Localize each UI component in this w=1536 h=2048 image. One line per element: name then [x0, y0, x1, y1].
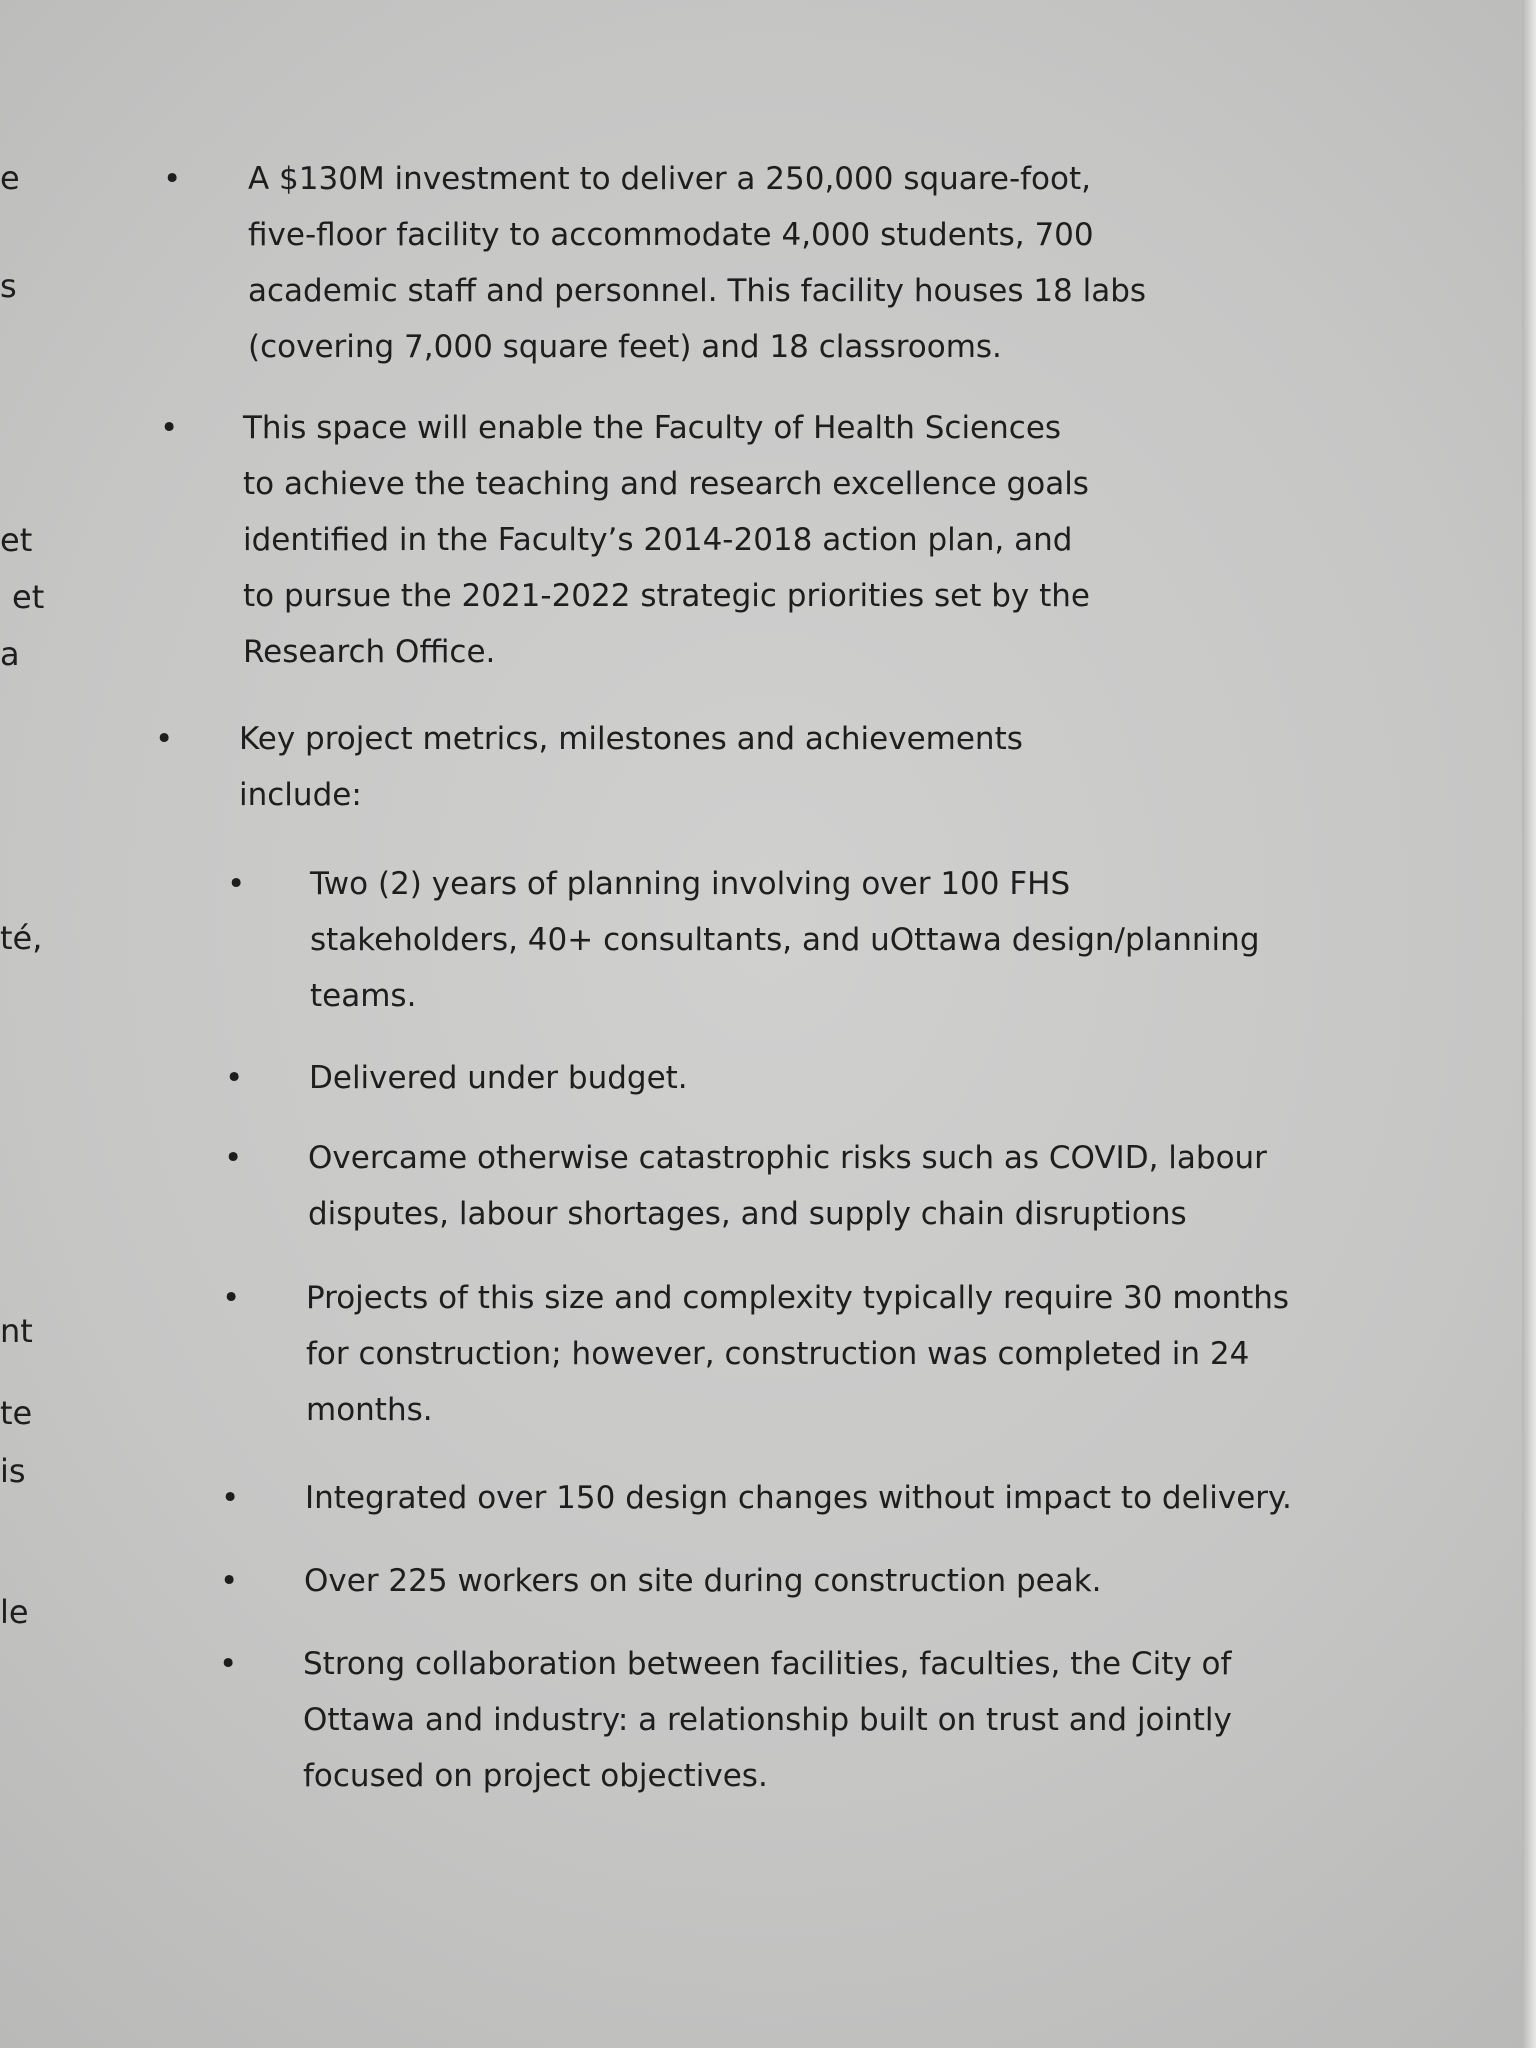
bullet-line: This space will enable the Faculty of Health Sciences: [243, 410, 1062, 446]
fragment-text: a: [0, 635, 20, 673]
bullet-line: five-floor facility to accommodate 4,000 students, 700: [248, 217, 1094, 253]
sub-bullet-item-planning: [227, 856, 1260, 1024]
fragment-text: s: [0, 267, 17, 305]
bullet-line: Overcame otherwise catastrophic risks such as COVID, labour: [308, 1140, 1267, 1176]
sub-bullet-item-workers: [220, 1553, 1102, 1609]
bullet-line: include:: [239, 777, 362, 813]
bullet-marker: •: [227, 866, 246, 902]
adjacent-panel-edge: [1522, 0, 1536, 2048]
bullet-item-investment: [163, 151, 1147, 375]
fragment-text: nt: [0, 1312, 33, 1350]
fragment-text: té,: [0, 919, 43, 957]
sub-bullet-item-design-changes: [221, 1470, 1292, 1526]
bullet-marker: •: [222, 1280, 241, 1316]
bullet-line: (covering 7,000 square feet) and 18 classrooms.: [248, 329, 1002, 365]
fragment-text: te: [0, 1394, 33, 1432]
fragment-text: le: [0, 1593, 29, 1631]
bullet-marker: •: [221, 1480, 240, 1516]
bullet-marker: •: [220, 1563, 239, 1599]
sub-bullet-item-budget: [225, 1050, 688, 1106]
fragment-text: is: [0, 1452, 26, 1490]
sub-bullet-item-schedule: [222, 1270, 1290, 1438]
bullet-marker: •: [224, 1140, 243, 1176]
sub-bullet-item-collaboration: [219, 1636, 1232, 1804]
bullet-line: stakeholders, 40+ consultants, and uOttawa design/planning: [310, 922, 1260, 958]
bullet-line: to pursue the 2021-2022 strategic priorities set by the: [243, 578, 1090, 614]
bullet-marker: •: [219, 1646, 238, 1682]
bullet-item-key-metrics: [155, 711, 1023, 823]
bullet-line: Projects of this size and complexity typically require 30 months: [306, 1280, 1290, 1316]
bullet-line: Two (2) years of planning involving over 100 FHS: [310, 866, 1071, 902]
bullet-line: Over 225 workers on site during construction peak.: [304, 1563, 1102, 1599]
bullet-marker: •: [225, 1060, 244, 1096]
bullet-line: for construction; however, construction was completed in 24: [306, 1336, 1250, 1372]
bullet-line: teams.: [310, 978, 417, 1014]
bullet-line: A $130M investment to deliver a 250,000 square-foot,: [248, 161, 1091, 197]
bullet-line: Delivered under budget.: [309, 1060, 688, 1096]
bullet-line: Ottawa and industry: a relationship built on trust and jointly: [303, 1702, 1232, 1738]
bullet-line: months.: [306, 1392, 433, 1428]
bullet-line: identified in the Faculty’s 2014-2018 action plan, and: [243, 522, 1073, 558]
bullet-marker: •: [163, 161, 182, 197]
bullet-marker: •: [155, 721, 174, 757]
bullet-item-faculty-goals: [160, 400, 1090, 680]
bullet-line: Key project metrics, milestones and achievements: [239, 721, 1023, 757]
bullet-line: Integrated over 150 design changes without impact to delivery.: [305, 1480, 1292, 1516]
bullet-line: academic staff and personnel. This facility houses 18 labs: [248, 273, 1147, 309]
bullet-line: Strong collaboration between facilities, faculties, the City of: [303, 1646, 1232, 1682]
bullet-line: disputes, labour shortages, and supply chain disruptions: [308, 1196, 1187, 1232]
fragment-text: et: [12, 578, 45, 616]
bullet-marker: •: [160, 410, 179, 446]
bullet-line: Research Office.: [243, 634, 496, 670]
bullet-line: to achieve the teaching and research excellence goals: [243, 466, 1089, 502]
fragment-text: et: [0, 521, 33, 559]
fragment-text: e: [0, 159, 20, 197]
bullet-line: focused on project objectives.: [303, 1758, 768, 1794]
sub-bullet-item-risks: [224, 1130, 1267, 1242]
